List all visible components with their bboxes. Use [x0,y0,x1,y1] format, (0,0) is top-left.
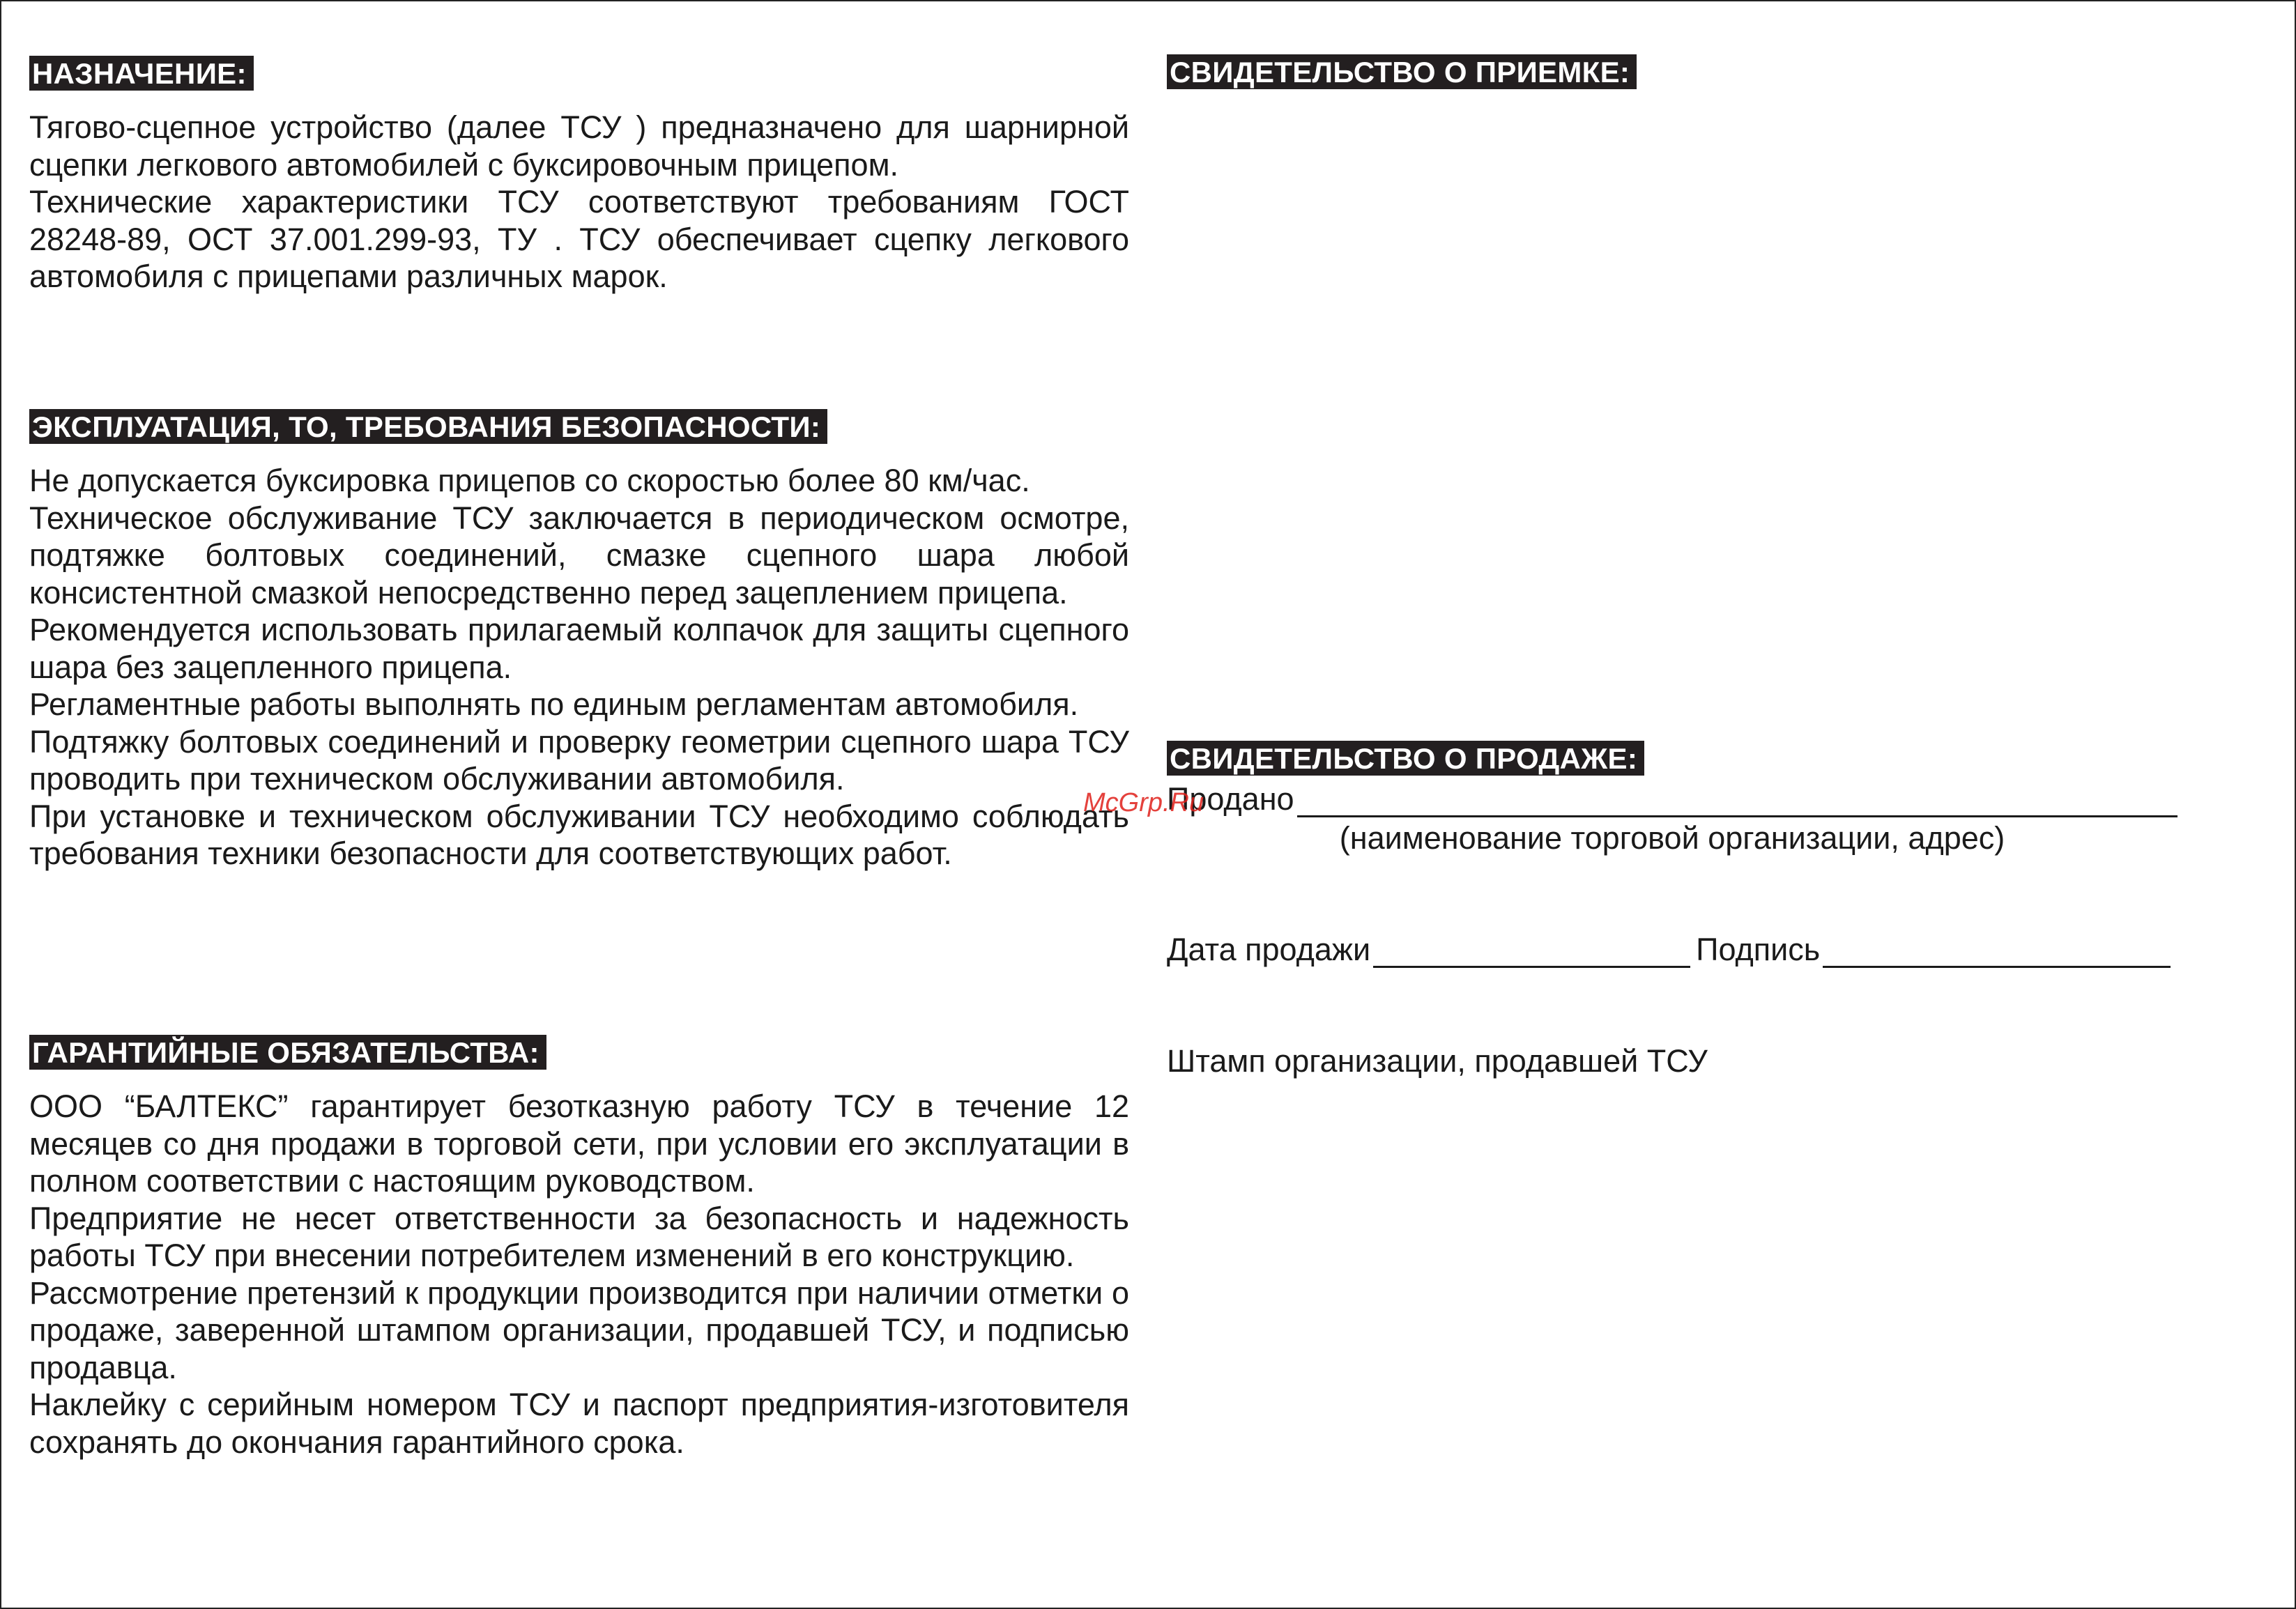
sale-heading: СВИДЕТЕЛЬСТВО О ПРОДАЖЕ: [1167,741,1644,776]
operation-paragraph: При установке и техническом обслуживании ТСУ необходимо соблюдать требования техники безопасности для соответствующих работ. [29,798,1129,871]
sold-blank-line [1297,785,2178,817]
sold-label: Продано [1167,781,1294,817]
operation-paragraph: Подтяжку болтовых соединений и проверку геометрии сцепного шара ТСУ проводить при техническом обслуживании автомобиля. [29,723,1129,796]
sold-caption: (наименование торговой организации, адрес) [1339,820,2005,856]
warranty-section [29,1035,1129,1461]
operation-text [29,462,1129,872]
warranty-heading: ГАРАНТИЙНЫЕ ОБЯЗАТЕЛЬСТВА: [29,1035,546,1070]
signature-blank-line [1823,935,2171,968]
purpose-text [29,109,1129,295]
date-signature-field [1167,931,2171,968]
sale-section [1167,741,1644,776]
warranty-paragraph: Наклейку с серийным номером ТСУ и паспорт предприятия-изготовителя сохранять до окончания гарантийного срока. [29,1387,1129,1460]
date-label: Дата продажи [1167,932,1371,967]
warranty-paragraph: Рассмотрение претензий к продукции производится при наличии отметки о продаже, заверенной штампом организации, продавшей ТСУ, и подписью продавца. [29,1275,1129,1385]
stamp-label: Штамп организации, продавшей ТСУ [1167,1043,1708,1079]
operation-paragraph: Техническое обслуживание ТСУ заключается в периодическом осмотре, подтяжке болтовых соединений, смазке сцепного шара любой консистентной смазкой непосредственно перед зацеплением прицепа. [29,500,1129,610]
purpose-paragraph: Тягово-сцепное устройство (далее ТСУ ) предназначено для шарнирной сцепки легкового автомобилей с буксировочным прицепом. [29,109,1129,183]
purpose-paragraph: Технические характеристики ТСУ соответствуют требованиям ГОСТ 28248-89, ОСТ 37.001.299-93, ТУ . ТСУ обеспечивает сцепку легкового автомобиля с прицепами различных марок. [29,184,1129,294]
purpose-section [29,56,1129,295]
sold-field [1167,780,2178,817]
acceptance-section [1167,54,2184,89]
acceptance-heading: СВИДЕТЕЛЬСТВО О ПРИЕМКЕ: [1167,54,1637,89]
signature-label: Подпись [1696,932,1821,967]
watermark-logo: McGrp.Ru [1083,788,1204,817]
warranty-paragraph: ООО “БАЛТЕКС” гарантирует безотказную работу ТСУ в течение 12 месяцев со дня продажи в торговой сети, при условии его эксплуатации в полном соответствии с настоящим руководством. [29,1088,1129,1199]
warranty-paragraph: Предприятие не несет ответственности за безопасность и надежность работы ТСУ при внесении потребителем изменений в его конструкцию. [29,1200,1129,1273]
operation-section [29,409,1129,872]
purpose-heading: НАЗНАЧЕНИЕ: [29,56,254,91]
operation-paragraph: Не допускается буксировка прицепов со скоростью более 80 км/час. [29,463,1030,498]
operation-paragraph: Регламентные работы выполнять по единым регламентам автомобиля. [29,686,1079,722]
operation-heading: ЭКСПЛУАТАЦИЯ, ТО, ТРЕБОВАНИЯ БЕЗОПАСНОСТИ: [29,409,827,444]
operation-paragraph: Рекомендуется использовать прилагаемый колпачок для защиты сцепного шара без зацепленного прицепа. [29,612,1129,685]
date-blank-line [1373,935,1690,968]
warranty-text [29,1088,1129,1461]
